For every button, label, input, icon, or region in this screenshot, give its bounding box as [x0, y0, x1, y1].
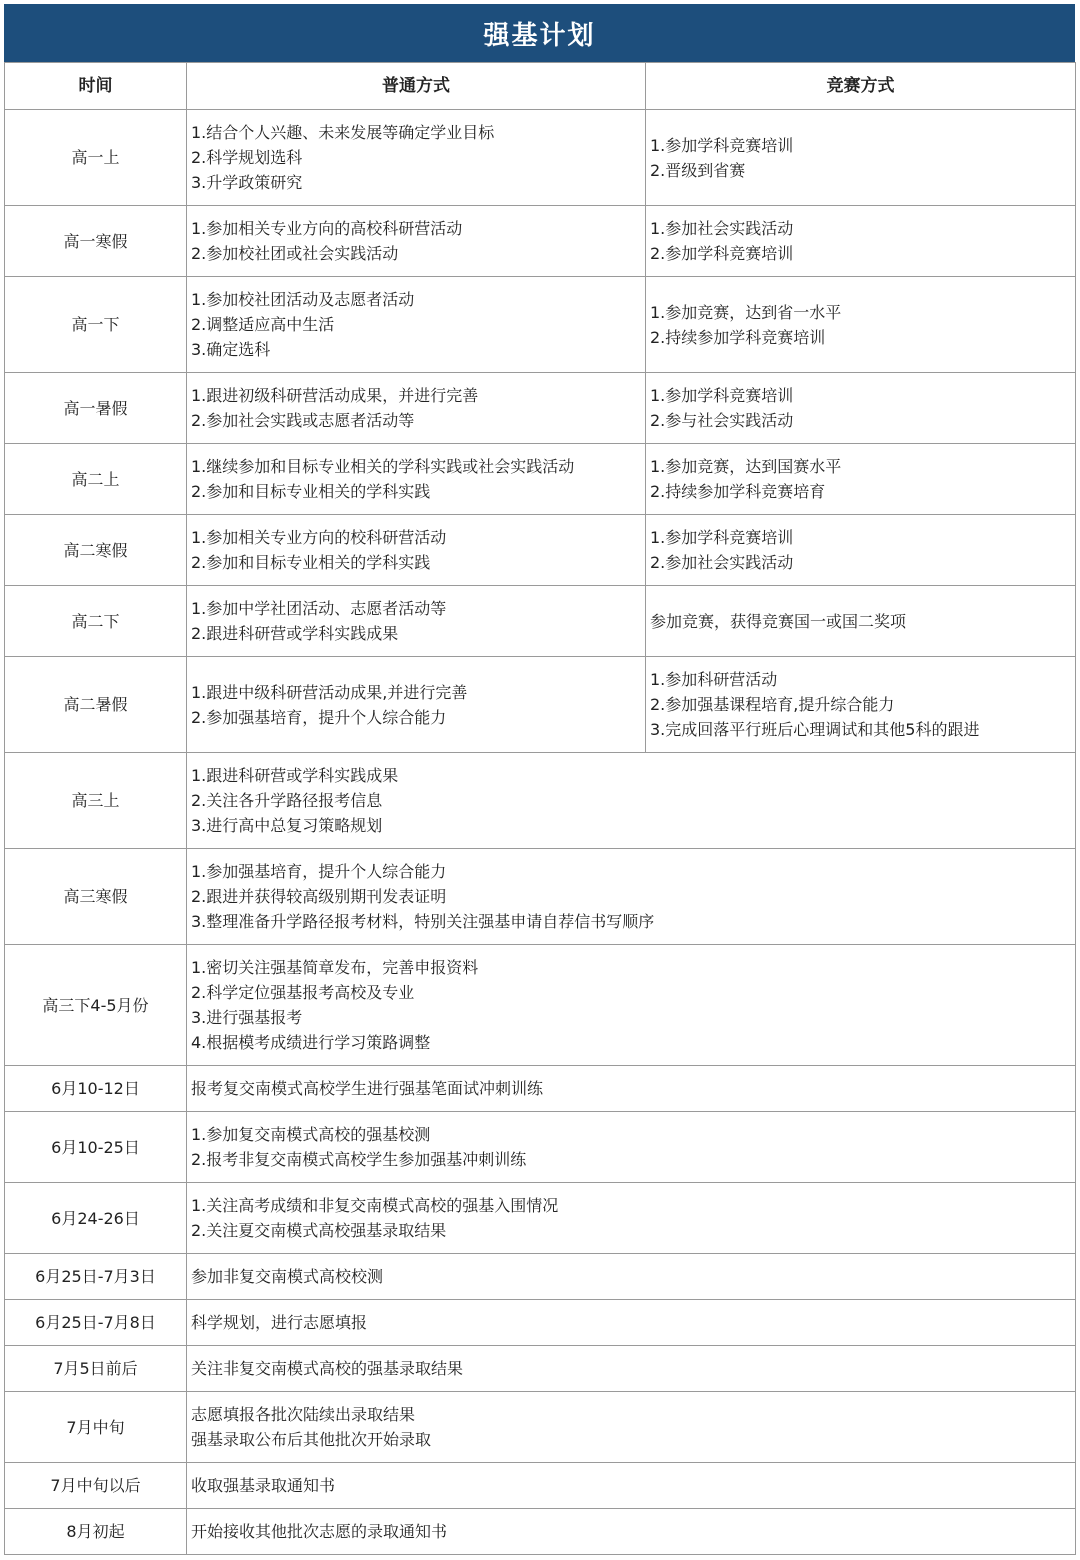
time-cell: 7月中旬以后	[5, 1463, 187, 1509]
table-row	[5, 586, 1076, 657]
table-row	[5, 753, 1076, 849]
cell-line: 志愿填报各批次陆续出录取结果	[191, 1405, 416, 1424]
time-cell: 6月25日-7月3日	[5, 1254, 187, 1300]
header-normal: 普通方式	[187, 63, 646, 110]
cell-line: 开始接收其他批次志愿的录取通知书	[191, 1522, 448, 1541]
normal-cell	[187, 657, 646, 753]
cell-line: 关注非复交南模式高校的强基录取结果	[191, 1359, 464, 1378]
time-cell: 高三寒假	[5, 849, 187, 945]
cell-line: 1.参加学科竞赛培训	[650, 135, 794, 155]
merged-cell	[187, 753, 1076, 849]
normal-cell	[187, 444, 646, 515]
cell-line: 4.根据模考成绩进行学习策路调整	[191, 1033, 431, 1052]
page-title: 强基计划	[4, 4, 1075, 62]
cell-line: 收取强基录取通知书	[191, 1476, 336, 1495]
cell-line: 1.结合个人兴趣、未来发展等确定学业目标	[191, 123, 495, 142]
merged-cell	[187, 849, 1076, 945]
cell-line: 2.参与社会实践活动	[650, 411, 794, 430]
cell-line: 1.参加强基培育，提升个人综合能力	[191, 862, 447, 881]
cell-line: 1.参加中学社团活动、志愿者活动等	[191, 599, 447, 618]
header-contest: 竞赛方式	[646, 63, 1076, 110]
cell-line: 3.进行强基报考	[191, 1008, 303, 1027]
table-row	[5, 1392, 1076, 1463]
normal-cell	[187, 586, 646, 657]
merged-cell	[187, 1112, 1076, 1183]
cell-line: 3.进行高中总复习策略规划	[191, 816, 383, 835]
merged-cell	[187, 1300, 1076, 1346]
time-cell: 7月中旬	[5, 1392, 187, 1463]
table-row	[5, 1112, 1076, 1183]
merged-cell	[187, 1463, 1076, 1509]
table-body	[5, 110, 1076, 1555]
table-row	[5, 657, 1076, 753]
merged-cell	[187, 1254, 1076, 1300]
time-cell: 高二下	[5, 586, 187, 657]
cell-line: 2.调整适应高中生活	[191, 315, 335, 334]
table-row	[5, 1066, 1076, 1112]
contest-cell	[646, 444, 1076, 515]
normal-cell	[187, 110, 646, 206]
cell-line: 2.参加强基培育，提升个人综合能力	[191, 707, 447, 727]
time-cell: 高三上	[5, 753, 187, 849]
schedule-table	[4, 62, 1076, 1555]
cell-line: 1.参加科研营活动	[650, 670, 778, 689]
cell-line: 参加竞赛，获得竞赛国一或国二奖项	[650, 611, 907, 631]
cell-line: 2.跟进并获得较高级别期刊发表证明	[191, 887, 447, 906]
cell-line: 1.参加社会实践活动	[650, 219, 794, 238]
merged-cell	[187, 1346, 1076, 1392]
header-row	[5, 63, 1076, 110]
cell-line: 1.密切关注强基简章发布，完善申报资料	[191, 958, 479, 977]
time-cell: 高三下4-5月份	[5, 945, 187, 1066]
cell-line: 3.整理准备升学路径报考材料，特别关注强基申请自荐信书写顺序	[191, 912, 655, 931]
merged-cell	[187, 1066, 1076, 1112]
cell-line: 1.跟进科研营或学科实践成果	[191, 766, 399, 785]
time-cell: 6月24-26日	[5, 1183, 187, 1254]
cell-line: 2.持续参加学科竞赛培育	[650, 482, 826, 501]
plan-sheet	[4, 4, 1075, 1555]
contest-cell	[646, 657, 1076, 753]
merged-cell	[187, 1392, 1076, 1463]
contest-cell	[646, 206, 1076, 277]
contest-cell	[646, 277, 1076, 373]
time-cell: 高一寒假	[5, 206, 187, 277]
normal-cell	[187, 515, 646, 586]
time-cell: 高二寒假	[5, 515, 187, 586]
cell-line: 1.跟进初级科研营活动成果，并进行完善	[191, 386, 479, 405]
contest-cell	[646, 586, 1076, 657]
cell-line: 1.参加竞赛，达到国赛水平	[650, 457, 842, 476]
table-row	[5, 373, 1076, 444]
table-row	[5, 444, 1076, 515]
cell-line: 2.参加强基课程培育,提升综合能力	[650, 695, 895, 714]
table-row	[5, 1254, 1076, 1300]
cell-line: 3.确定选科	[191, 340, 271, 359]
table-row	[5, 1463, 1076, 1509]
cell-line: 2.关注各升学路径报考信息	[191, 791, 383, 810]
cell-line: 1.参加相关专业方向的高校科研营活动	[191, 219, 463, 238]
cell-line: 1.参加学科竞赛培训	[650, 528, 794, 547]
merged-cell	[187, 1509, 1076, 1555]
cell-line: 1.跟进中级科研营活动成果,并进行完善	[191, 682, 468, 702]
cell-line: 1.参加复交南模式高校的强基校测	[191, 1125, 431, 1144]
table-row	[5, 1346, 1076, 1392]
cell-line: 1.参加竞赛，达到省一水平	[650, 302, 842, 322]
cell-line: 2.参加学科竞赛培训	[650, 244, 794, 263]
cell-line: 科学规划，进行志愿填报	[191, 1313, 368, 1332]
header-time: 时间	[5, 63, 187, 110]
time-cell: 高一下	[5, 277, 187, 373]
time-cell: 6月10-25日	[5, 1112, 187, 1183]
cell-line: 2.科学规划选科	[191, 148, 303, 167]
cell-line: 1.参加相关专业方向的校科研营活动	[191, 528, 447, 547]
table-row	[5, 945, 1076, 1066]
table-row	[5, 110, 1076, 206]
time-cell: 高一上	[5, 110, 187, 206]
cell-line: 1.参加校社团活动及志愿者活动	[191, 290, 415, 309]
time-cell: 高一暑假	[5, 373, 187, 444]
cell-line: 1.继续参加和目标专业相关的学科实践或社会实践活动	[191, 457, 575, 476]
time-cell: 7月5日前后	[5, 1346, 187, 1392]
table-row	[5, 849, 1076, 945]
normal-cell	[187, 277, 646, 373]
time-cell: 6月10-12日	[5, 1066, 187, 1112]
time-cell: 高二上	[5, 444, 187, 515]
merged-cell	[187, 1183, 1076, 1254]
table-row	[5, 206, 1076, 277]
cell-line: 报考复交南模式高校学生进行强基笔面试冲刺训练	[191, 1079, 544, 1098]
normal-cell	[187, 373, 646, 444]
cell-line: 1.参加学科竞赛培训	[650, 386, 794, 405]
table-row	[5, 1300, 1076, 1346]
time-cell: 高二暑假	[5, 657, 187, 753]
table-row	[5, 277, 1076, 373]
contest-cell	[646, 373, 1076, 444]
normal-cell	[187, 206, 646, 277]
cell-line: 2.报考非复交南模式高校学生参加强基冲刺训练	[191, 1150, 527, 1169]
cell-line: 强基录取公布后其他批次开始录取	[191, 1430, 432, 1449]
time-cell: 8月初起	[5, 1509, 187, 1555]
cell-line: 3.升学政策研究	[191, 173, 303, 192]
table-row	[5, 1183, 1076, 1254]
cell-line: 1.关注高考成绩和非复交南模式高校的强基入围情况	[191, 1196, 559, 1215]
cell-line: 2.晋级到省赛	[650, 160, 746, 180]
cell-line: 2.跟进科研营或学科实践成果	[191, 624, 399, 643]
merged-cell	[187, 945, 1076, 1066]
table-row	[5, 515, 1076, 586]
cell-line: 2.科学定位强基报考高校及专业	[191, 983, 415, 1002]
cell-line: 2.关注夏交南模式高校强基录取结果	[191, 1221, 447, 1240]
table-row	[5, 1509, 1076, 1555]
time-cell: 6月25日-7月8日	[5, 1300, 187, 1346]
cell-line: 2.参加和目标专业相关的学科实践	[191, 482, 431, 501]
cell-line: 2.持续参加学科竞赛培训	[650, 327, 826, 347]
cell-line: 2.参加校社团或社会实践活动	[191, 244, 399, 263]
cell-line: 3.完成回落平行班后心理调试和其他5科的跟进	[650, 720, 980, 739]
cell-line: 参加非复交南模式高校校测	[191, 1267, 384, 1286]
contest-cell	[646, 110, 1076, 206]
cell-line: 2.参加和目标专业相关的学科实践	[191, 553, 431, 572]
cell-line: 2.参加社会实践或志愿者活动等	[191, 411, 415, 430]
contest-cell	[646, 515, 1076, 586]
cell-line: 2.参加社会实践活动	[650, 553, 794, 572]
